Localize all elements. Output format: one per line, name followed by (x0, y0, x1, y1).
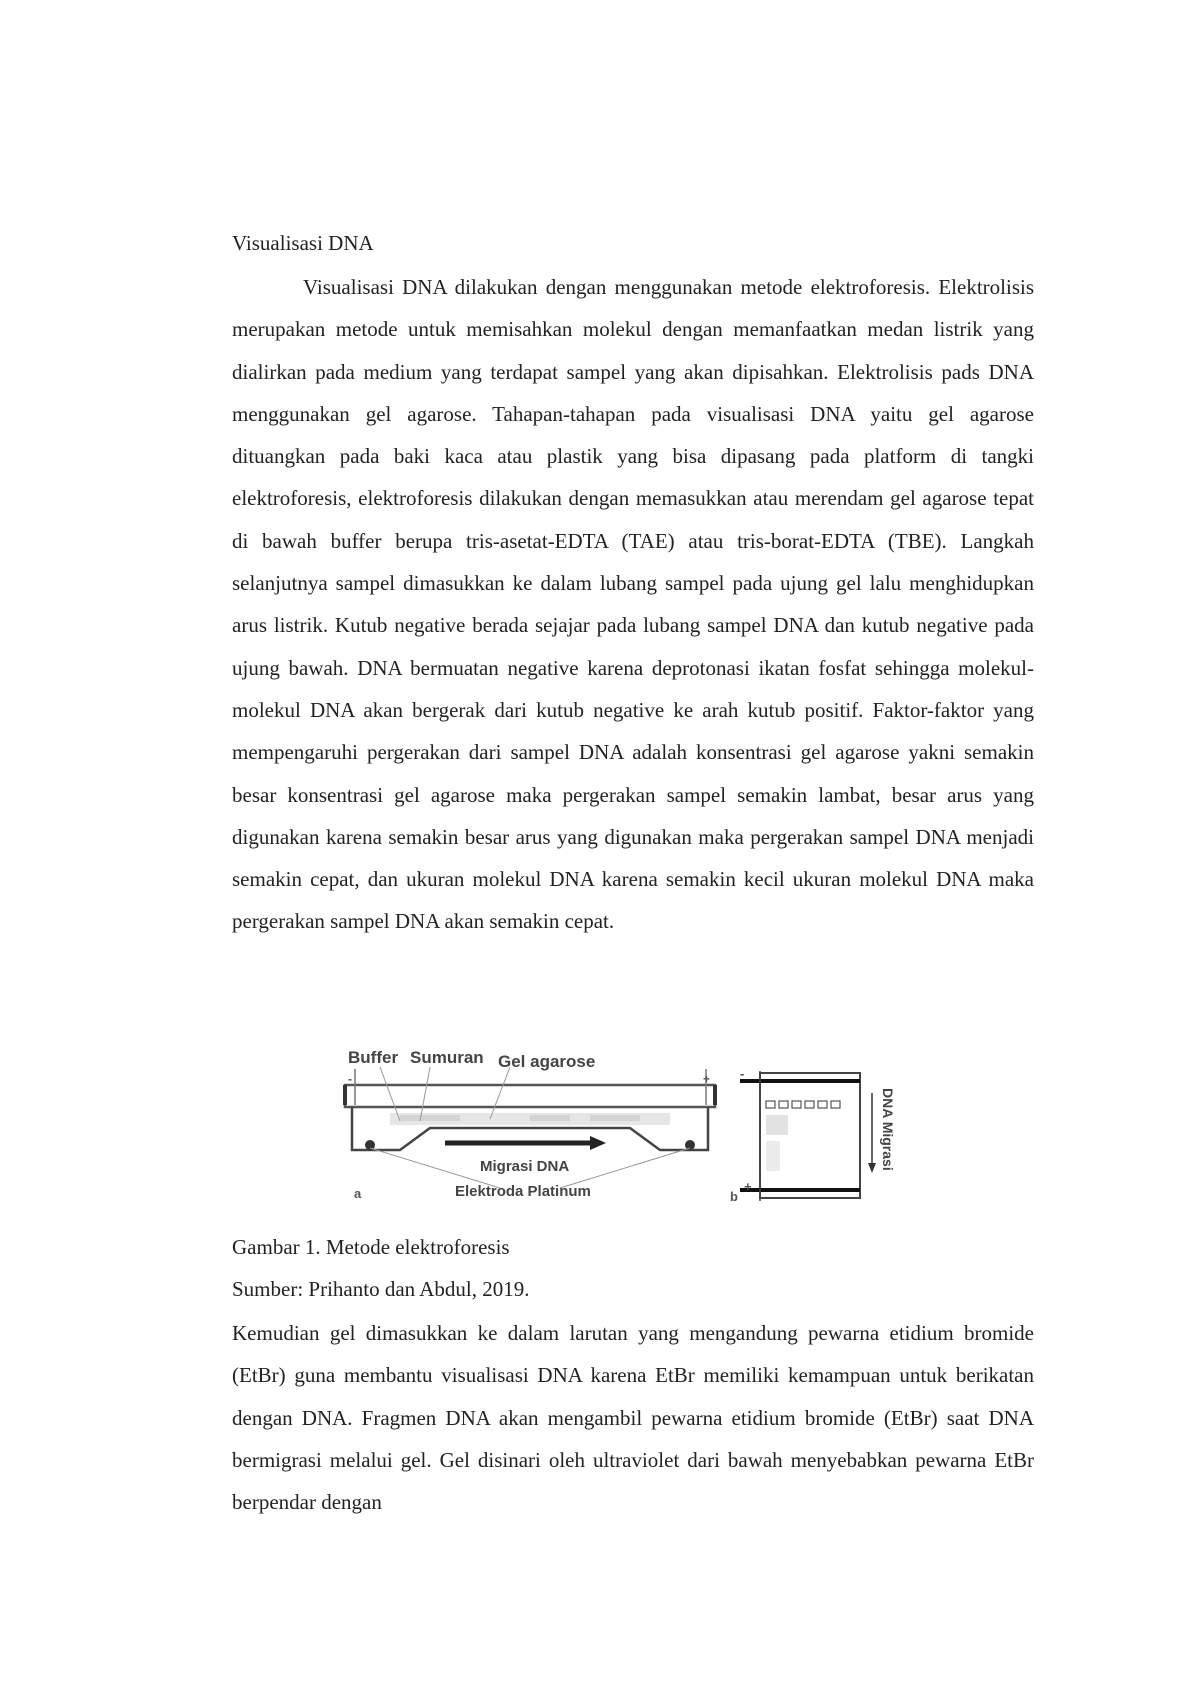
body-text-2 (232, 1312, 1034, 1523)
label-migrasi-dna: Migrasi DNA (480, 1158, 570, 1175)
label-minus-a: - (348, 1072, 352, 1086)
figure-caption-title: Gambar 1. Metode elektroforesis (232, 1235, 510, 1259)
label-plus-b: + (744, 1179, 752, 1194)
paragraph: Kemudian gel dimasukkan ke dalam larutan yang mengandung pewarna etidium bromide (EtBr) guna membantu visualisasi DNA karena EtBr memiliki kemampuan untuk berikatan dengan DNA. Fragmen DNA akan mengambil pewarna etidium bromide (EtBr) saat DNA bermigrasi melalui gel. Gel disinari oleh ultraviolet dari bawah menyebabkan pewarna EtBr berpendar dengan (232, 1321, 1034, 1515)
label-panel-a: a (354, 1186, 362, 1201)
body-text-1 (232, 266, 1034, 943)
label-sumuran: Sumuran (410, 1048, 484, 1067)
electrophoresis-figure (340, 1033, 920, 1206)
electrophoresis-diagram (340, 1033, 920, 1206)
label-buffer: Buffer (348, 1048, 399, 1067)
paragraph: Visualisasi DNA dilakukan dengan menggunakan metode elektroforesis. Elektrolisis merupakan metode untuk memisahkan molekul dengan memanfaatkan medan listrik yang dialirkan pada medium yang terdapat sampel yang akan dipisahkan. Elektrolisis pads DNA menggunakan gel agarose. Tahapan-tahapan pada visualisasi DNA yaitu gel agarose dituangkan pada baki kaca atau plastik yang bisa dipasang pada platform di tangki elektroforesis, elektroforesis dilakukan dengan memasukkan atau merendam gel agarose tepat di bawah buffer berupa tris-asetat-EDTA (TAE) atau tris-borat-EDTA (TBE). Langkah selanjutnya sampel dimasukkan ke dalam lubang sampel pada ujung gel lalu menghidupkan arus listrik. Kutub negative berada sejajar pada lubang sampel DNA dan kutub negative pada ujung bawah. DNA bermuatan negative karena deprotonasi ikatan fosfat sehingga molekul-molekul DNA akan bergerak dari kutub negative ke arah kutub positif. Faktor-faktor yang mempengaruhi pergerakan dari sampel DNA adalah konsentrasi gel agarose yakni semakin besar konsentrasi gel agarose maka pergerakan sampel semakin lambat, besar arus yang digunakan karena semakin besar arus yang digunakan maka pergerakan sampel DNA menjadi semakin cepat, dan ukuran molekul DNA karena semakin kecil ukuran molekul DNA maka pergerakan sampel DNA akan semakin cepat. (232, 275, 1034, 934)
label-panel-b: b (730, 1189, 738, 1204)
label-dna-migrasi: DNA Migrasi (880, 1088, 896, 1171)
label-elektroda-platinum: Elektroda Platinum (455, 1183, 591, 1200)
label-gel-agarose: Gel agarose (498, 1052, 596, 1071)
panel-b-gel-topview (740, 1071, 876, 1201)
section-heading: Visualisasi DNA (232, 231, 374, 255)
label-plus-a: + (703, 1072, 711, 1086)
label-minus-b: - (740, 1066, 745, 1081)
figure-caption-source: Sumber: Prihanto dan Abdul, 2019. (232, 1277, 530, 1301)
